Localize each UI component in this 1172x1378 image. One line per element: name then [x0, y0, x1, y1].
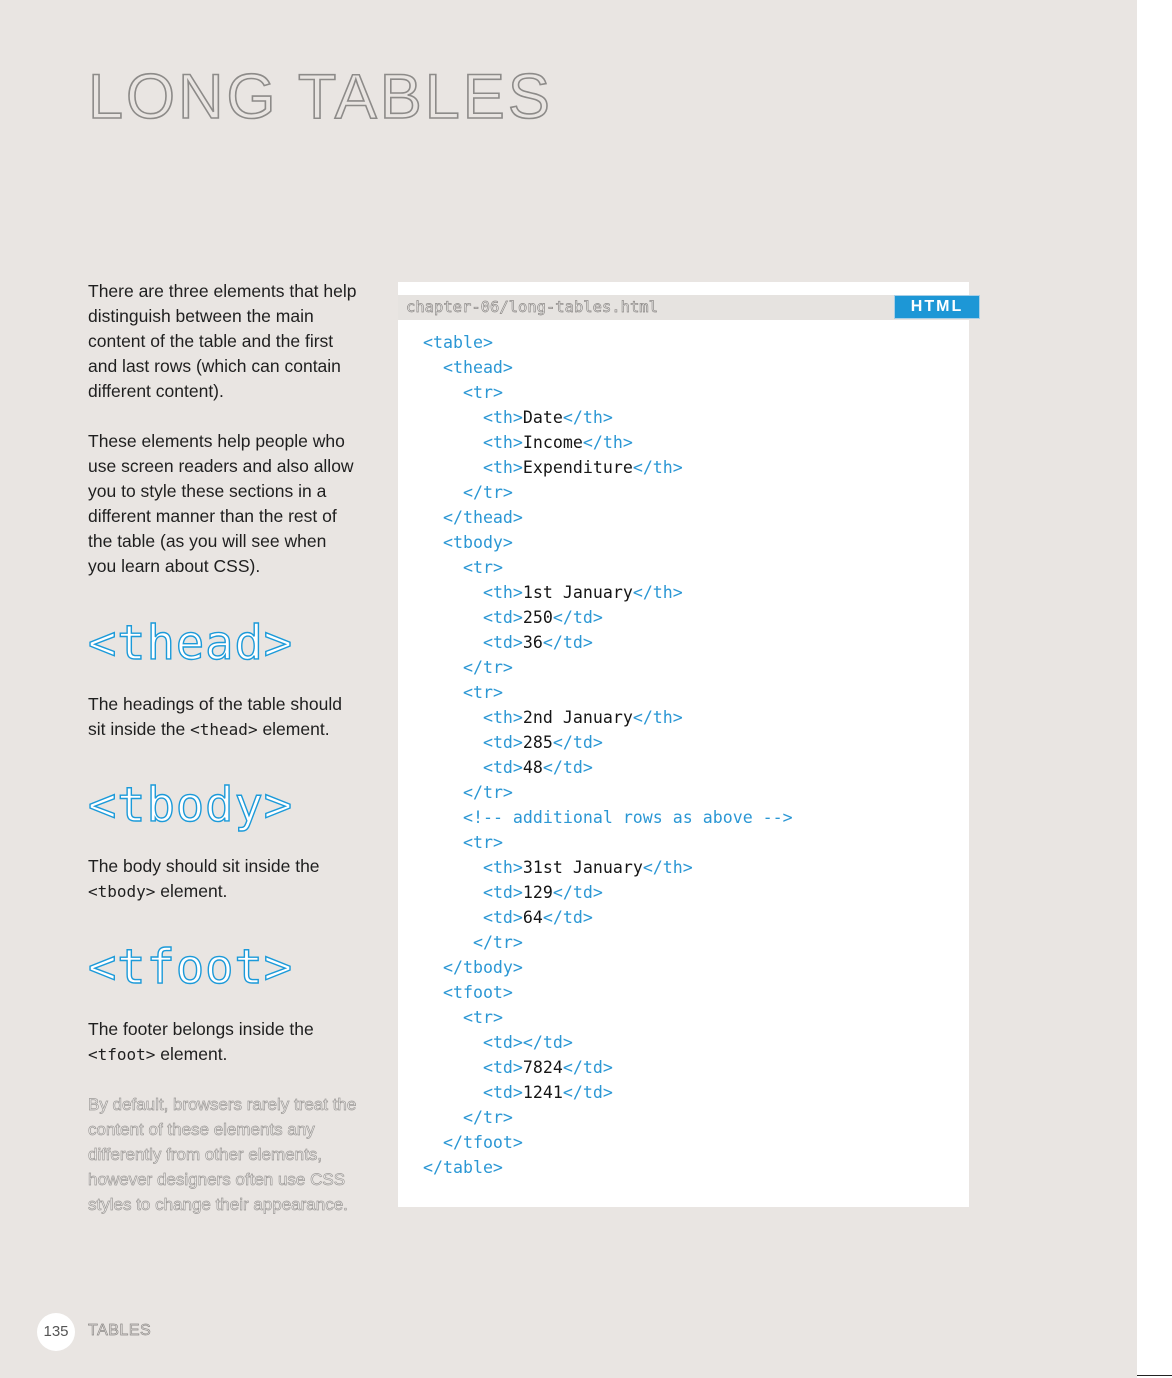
- sidebar-note: By default, browsers rarely treat the content of these elements any differently from other elements, however designers often use CSS styles to change their appearance.: [88, 1095, 357, 1214]
- code-line: [423, 1005, 793, 1030]
- code-token-text: [423, 683, 463, 702]
- code-token-tag: <th>: [482, 583, 523, 602]
- code-token-tag: <tr>: [462, 833, 503, 852]
- code-line: [423, 580, 793, 605]
- code-token-text: [423, 1108, 463, 1127]
- code-token-tag: </table>: [423, 1158, 503, 1177]
- code-token-text: [423, 808, 463, 827]
- code-token-tag: </td>: [552, 883, 603, 902]
- code-token-text: [423, 983, 443, 1002]
- code-line: [423, 755, 793, 780]
- code-token-tag: <td>: [482, 633, 523, 652]
- code-token-tag: <td>: [482, 608, 523, 627]
- tbody-description: [88, 854, 358, 904]
- code-token-tag: <tr>: [462, 1008, 503, 1027]
- code-token-text: [423, 558, 463, 577]
- code-line: [423, 630, 793, 655]
- code-token-tag: </tr>: [462, 783, 513, 802]
- code-token-tag: <tr>: [462, 383, 503, 402]
- code-token-text: [423, 383, 463, 402]
- code-token-text: Expenditure: [522, 458, 633, 477]
- code-line: [423, 480, 793, 505]
- code-token-tag: <th>: [482, 433, 523, 452]
- code-line: [423, 380, 793, 405]
- code-token-tag: <th>: [482, 708, 523, 727]
- code-line: [423, 1155, 793, 1180]
- code-token-tag: </tr>: [472, 933, 523, 952]
- code-token-tag: <tr>: [462, 558, 503, 577]
- tbody-heading: <tbody>: [88, 778, 294, 833]
- code-token-tag: </th>: [642, 858, 693, 877]
- code-token-tag: <tfoot>: [442, 983, 513, 1002]
- code-token-tag: <th>: [482, 858, 523, 877]
- code-filename: chapter-06/long-tables.html: [406, 298, 658, 316]
- code-token-tag: </td>: [522, 1033, 573, 1052]
- code-line: [423, 530, 793, 555]
- code-token-tag: <th>: [482, 458, 523, 477]
- code-line: [423, 655, 793, 680]
- code-token-tag: <thead>: [442, 358, 513, 377]
- code-token-tag: <th>: [482, 408, 523, 427]
- code-token-tag: </th>: [632, 458, 683, 477]
- code-line: [423, 605, 793, 630]
- code-line: [423, 1130, 793, 1155]
- code-line: [423, 805, 793, 830]
- code-token-text: [423, 433, 483, 452]
- code-token-text: Date: [522, 408, 563, 427]
- code-token-text: [423, 608, 483, 627]
- tbody-desc-tail: element.: [155, 881, 228, 901]
- code-line: [423, 505, 793, 530]
- code-token-text: [423, 883, 483, 902]
- code-token-text: 285: [522, 733, 553, 752]
- code-token-tag: <td>: [482, 883, 523, 902]
- code-token-text: 31st January: [522, 858, 643, 877]
- code-token-text: [423, 408, 483, 427]
- code-token-text: [423, 1008, 463, 1027]
- code-token-tag: </td>: [562, 1083, 613, 1102]
- code-language-badge: HTML: [894, 295, 980, 319]
- thead-desc-tail: element.: [257, 719, 330, 739]
- code-token-text: [423, 958, 443, 977]
- code-token-text: 250: [522, 608, 553, 627]
- code-token-tag: </th>: [632, 708, 683, 727]
- tfoot-inline-code: <tfoot>: [88, 1045, 156, 1064]
- thead-heading: <thead>: [88, 616, 294, 671]
- code-token-tag: </tr>: [462, 483, 513, 502]
- code-token-text: [423, 658, 463, 677]
- code-token-text: [423, 633, 483, 652]
- thead-description: [88, 692, 358, 742]
- code-line: [423, 980, 793, 1005]
- code-line: [423, 1105, 793, 1130]
- code-token-text: [423, 583, 483, 602]
- thead-desc-text: The headings of the table should sit inside the: [88, 694, 342, 739]
- code-token-text: [423, 458, 483, 477]
- code-line: [423, 1080, 793, 1105]
- code-token-tag: <td>: [482, 1033, 523, 1052]
- code-token-text: [423, 783, 463, 802]
- code-token-text: Income: [522, 433, 583, 452]
- code-token-text: 7824: [522, 1058, 563, 1077]
- code-token-tag: <tr>: [462, 683, 503, 702]
- code-token-text: [423, 533, 443, 552]
- code-token-text: [423, 908, 483, 927]
- code-token-text: [423, 858, 483, 877]
- code-line: [423, 930, 793, 955]
- code-token-text: [423, 358, 443, 377]
- page-title: LONG TABLES: [88, 62, 553, 132]
- code-token-text: [423, 1033, 483, 1052]
- code-line: [423, 955, 793, 980]
- code-line: [423, 730, 793, 755]
- code-token-tag: </tr>: [462, 658, 513, 677]
- code-line: [423, 780, 793, 805]
- code-line: [423, 830, 793, 855]
- thead-inline-code: <thead>: [190, 720, 258, 739]
- code-token-text: 1241: [522, 1083, 563, 1102]
- code-line: [423, 705, 793, 730]
- code-token-text: [423, 733, 483, 752]
- code-token-tag: <tbody>: [442, 533, 513, 552]
- code-token-tag: <td>: [482, 1083, 523, 1102]
- code-token-tag: </tbody>: [442, 958, 523, 977]
- code-token-tag: </tfoot>: [442, 1133, 523, 1152]
- code-token-tag: </td>: [542, 758, 593, 777]
- tfoot-desc-text: The footer belongs inside the: [88, 1019, 314, 1039]
- code-line: [423, 355, 793, 380]
- code-token-text: 129: [522, 883, 553, 902]
- page-edge-line: [1137, 1375, 1172, 1376]
- code-token-text: [423, 1083, 483, 1102]
- code-token-tag: </th>: [562, 408, 613, 427]
- code-token-tag: </td>: [562, 1058, 613, 1077]
- code-token-text: [423, 933, 473, 952]
- code-token-text: [423, 1133, 443, 1152]
- code-token-text: [423, 1058, 483, 1077]
- code-token-text: 2nd January: [522, 708, 633, 727]
- code-line: [423, 330, 793, 355]
- code-token-text: [423, 758, 483, 777]
- tfoot-description: [88, 1017, 358, 1067]
- code-token-tag: </thead>: [442, 508, 523, 527]
- code-line: [423, 455, 793, 480]
- code-token-comment: <!-- additional rows as above -->: [462, 808, 793, 827]
- code-line: [423, 405, 793, 430]
- code-line: [423, 880, 793, 905]
- code-token-text: [423, 508, 443, 527]
- tfoot-desc-tail: element.: [155, 1044, 228, 1064]
- code-token-text: [423, 833, 463, 852]
- intro-paragraph-1: There are three elements that help distinguish between the main content of the table and the first and last rows (which can contain different content).: [88, 281, 357, 401]
- code-token-tag: <td>: [482, 1058, 523, 1077]
- code-listing: [423, 330, 793, 1180]
- code-token-tag: </th>: [582, 433, 633, 452]
- intro-paragraph-2: These elements help people who use screen readers and also allow you to style these sections in a different manner than the rest of the table (as you will see when you learn about CSS).: [88, 431, 354, 576]
- code-line: [423, 1030, 793, 1055]
- code-token-tag: </td>: [542, 908, 593, 927]
- code-token-tag: <table>: [423, 333, 493, 352]
- code-token-text: 36: [522, 633, 543, 652]
- code-line: [423, 680, 793, 705]
- code-token-text: [423, 708, 483, 727]
- page-number: 135: [37, 1313, 75, 1351]
- code-token-tag: </td>: [542, 633, 593, 652]
- tbody-desc-text: The body should sit inside the: [88, 856, 320, 876]
- code-line: [423, 855, 793, 880]
- code-token-tag: </td>: [552, 733, 603, 752]
- code-token-tag: </td>: [552, 608, 603, 627]
- tbody-inline-code: <tbody>: [88, 882, 156, 901]
- tfoot-heading: <tfoot>: [88, 940, 294, 995]
- code-example-panel: [398, 282, 969, 1207]
- code-line: [423, 905, 793, 930]
- code-line: [423, 430, 793, 455]
- code-token-tag: </th>: [632, 583, 683, 602]
- code-token-text: [423, 483, 463, 502]
- code-line: [423, 555, 793, 580]
- code-token-tag: <td>: [482, 733, 523, 752]
- code-token-tag: <td>: [482, 758, 523, 777]
- code-token-text: 48: [522, 758, 543, 777]
- section-label: TABLES: [88, 1322, 152, 1339]
- code-token-tag: <td>: [482, 908, 523, 927]
- code-line: [423, 1055, 793, 1080]
- code-filename-bar: [398, 295, 969, 320]
- code-token-text: 64: [522, 908, 543, 927]
- code-token-text: 1st January: [522, 583, 633, 602]
- code-token-tag: </tr>: [462, 1108, 513, 1127]
